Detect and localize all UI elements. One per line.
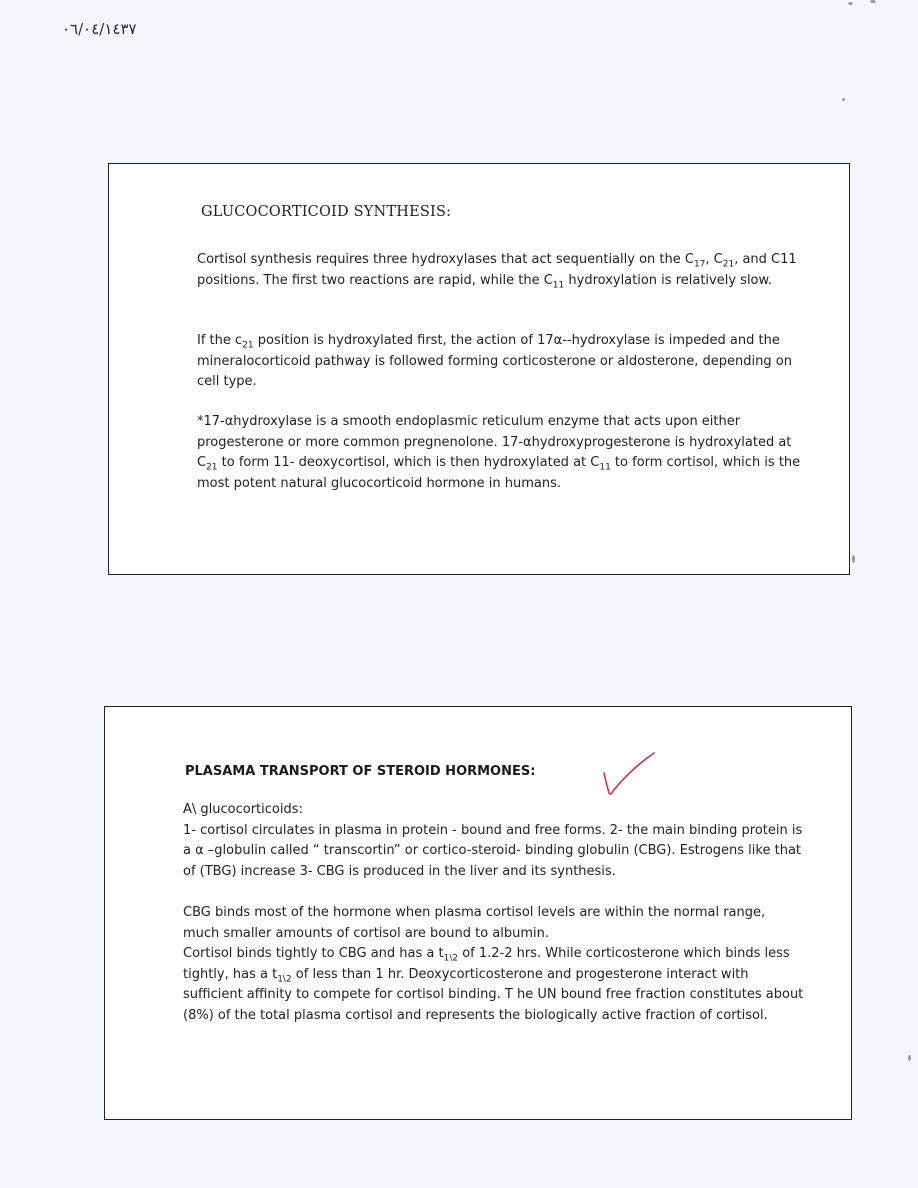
paragraph-1: A\ glucocorticoids: 1- cortisol circulates in plasma in protein - bound and free forms. 2- the main binding protein is a α –globulin called “ transcortin” or cortico-steroid- binding globulin (CBG). Estrogens like that of (TBG) increase 3- CBG is produced in the liver and its synthesis. — [183, 802, 803, 879]
paragraph-2: If the $c_{21}$ position is hydroxylated first, the action of 17α--hydroxylase is impeded and the mineralocorticoid pathway is followed forming corticosterone or aldosterone, depending on cell type. — [197, 333, 792, 389]
subheading: A\ glucocorticoids: — [183, 802, 303, 817]
date-stamp: ٠٦/٠٤/١٤٣٧ — [62, 20, 137, 38]
scan-speck — [908, 1055, 911, 1061]
paragraph-3: *17-αhydroxylase is a smooth endoplasmic reticulum enzyme that acts upon either progesterone or more common pregnenolone. 17-αhydroxyprogesterone is hydroxylated at $C_{21}$ to form 11- deoxycortisol, which is then hydroxylated at $C_{11}$ to form cortisol, which is the most potent natural glucocorticoid hormone in humans. — [197, 414, 801, 491]
checkmark-icon — [601, 751, 661, 801]
scan-speck — [870, 0, 876, 3]
card-title: GLUCOCORTICOID SYNTHESIS: — [201, 204, 452, 220]
scan-speck — [842, 98, 845, 101]
paragraph-1: Cortisol synthesis requires three hydroxylases that act sequentially on the $C_{17}$, $C_{21}$, and C11 positions. The first two reactions are rapid, while the $C_{11}$ hydroxylation is relatively slow. — [197, 252, 797, 291]
glucocorticoid-synthesis-card — [108, 163, 850, 575]
scan-speck — [852, 555, 855, 563]
scan-speck — [848, 2, 853, 5]
paragraph-2: CBG binds most of the hormone when plasma cortisol levels are within the normal range, much smaller amounts of cortisol are bound to albumin. Cortisol binds tightly to CBG and has a $t_{1\backslash 2}$ of 1.2-2 hrs. While corticosterone which binds less tightly, has a $t_{1\backslash 2}$ of less than 1 hr. Deoxycorticosterone and progesterone interact with sufficient affinity to compete for cortisol binding. T he UN bound free fraction constitutes about (8%) of the total plasma cortisol and represents the biologically active fraction of cortisol. — [183, 905, 804, 1023]
card-title: PLASAMA TRANSPORT OF STEROID HORMONES: — [185, 764, 536, 779]
plasma-transport-card — [104, 706, 852, 1120]
